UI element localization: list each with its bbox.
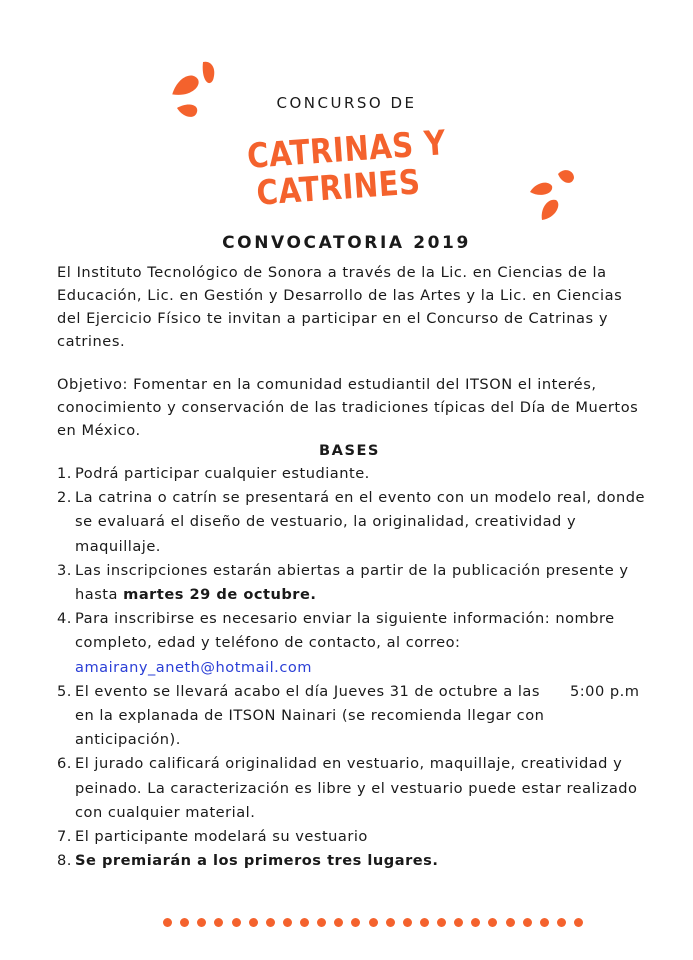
divider-dot: [249, 918, 258, 927]
contest-kicker: CONCURSO DE: [276, 94, 417, 112]
divider-dot: [523, 918, 532, 927]
divider-dot: [266, 918, 275, 927]
list-item: [57, 825, 652, 849]
list-number: 6.: [57, 755, 72, 773]
divider-dot: [506, 918, 515, 927]
list-item: [57, 607, 652, 680]
divider-dot: [197, 918, 206, 927]
contest-title-line-2: CATRINES: [255, 162, 422, 214]
list-number: 7.: [57, 828, 72, 846]
deadline-date: martes 29 de octubre.: [123, 586, 317, 604]
list-item-text: Para inscribirse es necesario enviar la siguiente información: nombre completo, edad y teléfono de contacto, al correo:: [75, 610, 615, 652]
list-number: 5.: [57, 682, 72, 700]
divider-dot: [454, 918, 463, 927]
divider-dot: [488, 918, 497, 927]
divider-dot: [403, 918, 412, 927]
page-heading: CONVOCATORIA 2019: [222, 233, 471, 253]
dotted-divider: [163, 915, 583, 929]
list-item-text: El evento se llevará acabo el día Jueves 31 de octubre a las: [75, 682, 540, 700]
list-number: 2.: [57, 489, 72, 507]
divider-dot: [163, 918, 172, 927]
list-item-text-continued: en la explanada de ITSON Nainari (se recomienda llegar con anticipación).: [75, 707, 545, 749]
list-item: [57, 559, 652, 607]
divider-dot: [317, 918, 326, 927]
divider-dot: [471, 918, 480, 927]
divider-dot: [386, 918, 395, 927]
contest-title-line-1: CATRINAS Y: [245, 123, 448, 177]
divider-dot: [557, 918, 566, 927]
list-item-text: Las inscripciones estarán abiertas a partir de la publicación presente y hasta: [75, 561, 629, 604]
intro-paragraph: El Instituto Tecnológico de Sonora a través de la Lic. en Ciencias de la Educación, Lic. en Gestión y Desarrollo de las Artes y la Lic. en Ciencias del Ejercicio Físico te invitan a participar en el Concurso de Catrinas y catrines.: [57, 264, 623, 350]
event-time: 5:00 p.m: [569, 682, 640, 700]
divider-dot: [283, 918, 292, 927]
list-number: 1.: [57, 465, 72, 482]
divider-dot: [180, 918, 189, 927]
bases-title: BASES: [319, 442, 380, 459]
divider-dot: [369, 918, 378, 927]
list-item: [57, 680, 652, 753]
bases-list: [57, 462, 652, 873]
list-number: 3.: [57, 561, 72, 579]
divider-dot: [232, 918, 241, 927]
list-item-text: El participante modelará su vestuario: [75, 828, 368, 846]
divider-dot: [351, 918, 360, 927]
list-item: [57, 752, 652, 825]
list-item-text: La catrina o catrín se presentará en el evento con un modelo real, donde se evaluará el diseño de vestuario, la originalidad, creatividad y maquillaje.: [75, 489, 645, 555]
divider-dot: [420, 918, 429, 927]
divider-dot: [214, 918, 223, 927]
list-item: [57, 849, 652, 873]
divider-dot: [437, 918, 446, 927]
divider-dot: [300, 918, 309, 927]
divider-dot: [540, 918, 549, 927]
objective-paragraph: Objetivo: Fomentar en la comunidad estudiantil del ITSON el interés, conocimiento y conservación de las tradiciones típicas del Día de Muertos en México.: [57, 376, 639, 439]
splash-top-left-icon: [165, 58, 221, 122]
divider-dot: [574, 918, 583, 927]
prize-note: Se premiarán a los primeros tres lugares.: [75, 852, 439, 870]
list-number: 8.: [57, 852, 72, 870]
list-number: 4.: [57, 610, 72, 628]
list-item-text: Podrá participar cualquier estudiante.: [75, 465, 370, 482]
list-item-text: El jurado calificará originalidad en vestuario, maquillaje, creatividad y peinado. La caracterización es libre y el vestuario puede estar realizado con cualquier material.: [75, 755, 638, 821]
list-item: [57, 462, 652, 486]
list-item: [57, 486, 652, 559]
divider-dot: [334, 918, 343, 927]
contact-email-link[interactable]: amairany_aneth@hotmail.com: [75, 658, 312, 676]
